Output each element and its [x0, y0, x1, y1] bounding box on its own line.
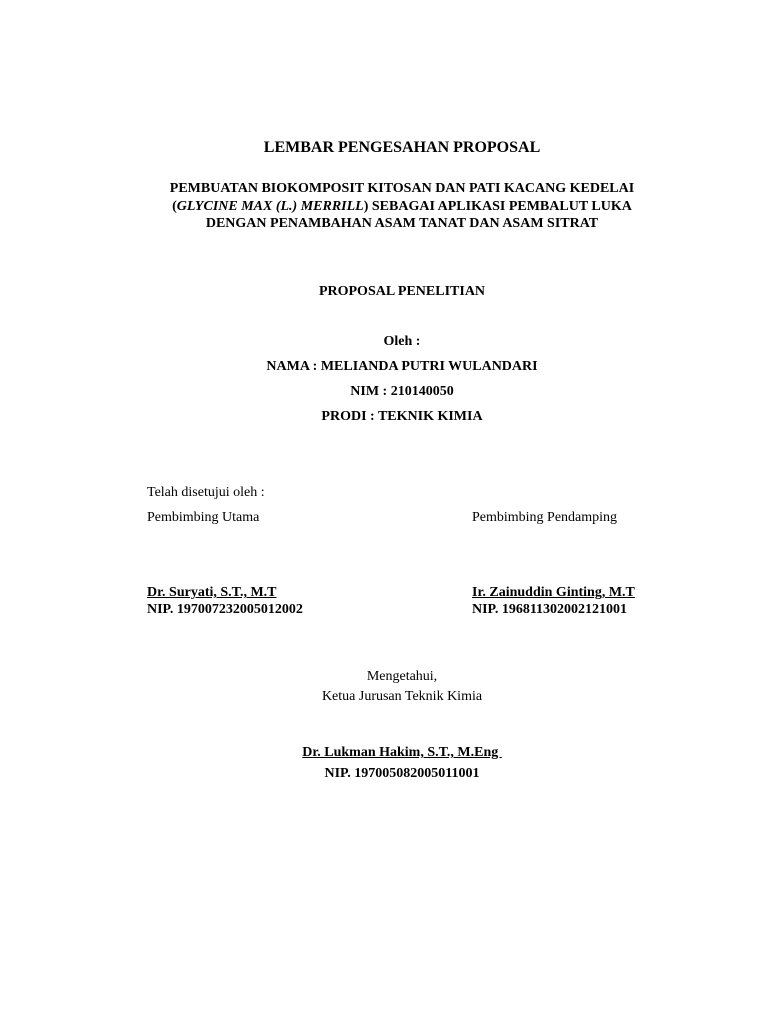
topic-text-part1: PEMBUATAN BIOKOMPOSIT KITOSAN DAN PATI KACANG KEDELAI ( [169, 181, 635, 214]
main-advisor-nip: NIP. 197007232005012002 [147, 602, 303, 617]
author-name: NAMA : MELIANDA PUTRI WULANDARI [266, 359, 538, 374]
co-advisor-name: Ir. Zainuddin Ginting, M.T [472, 585, 635, 600]
proposal-topic [160, 180, 644, 233]
known-by-label: Mengetahui, [366, 669, 438, 684]
topic-text-italic: GLYCINE MAX (L.) MERRILL [176, 198, 364, 214]
author-nim: NIM : 210140050 [350, 384, 454, 399]
main-advisor-name: Dr. Suryati, S.T., M.T [147, 585, 277, 600]
author-by-label: Oleh : [383, 334, 421, 349]
department-head-name-wrap [0, 744, 768, 762]
topic-text-part2: ) SEBAGAI APLIKASI PEMBALUT LUKA DENGAN PENAMBAHAN ASAM TANAT DAN ASAM SITRAT [205, 198, 632, 231]
co-advisor-nip: NIP. 196811302002121001 [472, 602, 628, 617]
department-head-nip: NIP. 197005082005011001 [324, 766, 480, 781]
department-head-name: Dr. Lukman Hakim, S.T., M.Eng [302, 745, 502, 760]
proposal-type: PROPOSAL PENELITIAN [318, 284, 486, 299]
document-title: LEMBAR PENGESAHAN PROPOSAL [263, 139, 541, 156]
department-head-position: Ketua Jurusan Teknik Kimia [321, 689, 483, 704]
author-prodi: PRODI : TEKNIK KIMIA [321, 409, 483, 424]
approved-by-label: Telah disetujui oleh : [147, 485, 265, 500]
co-advisor-label: Pembimbing Pendamping [472, 510, 618, 525]
main-advisor-label: Pembimbing Utama [147, 510, 260, 525]
